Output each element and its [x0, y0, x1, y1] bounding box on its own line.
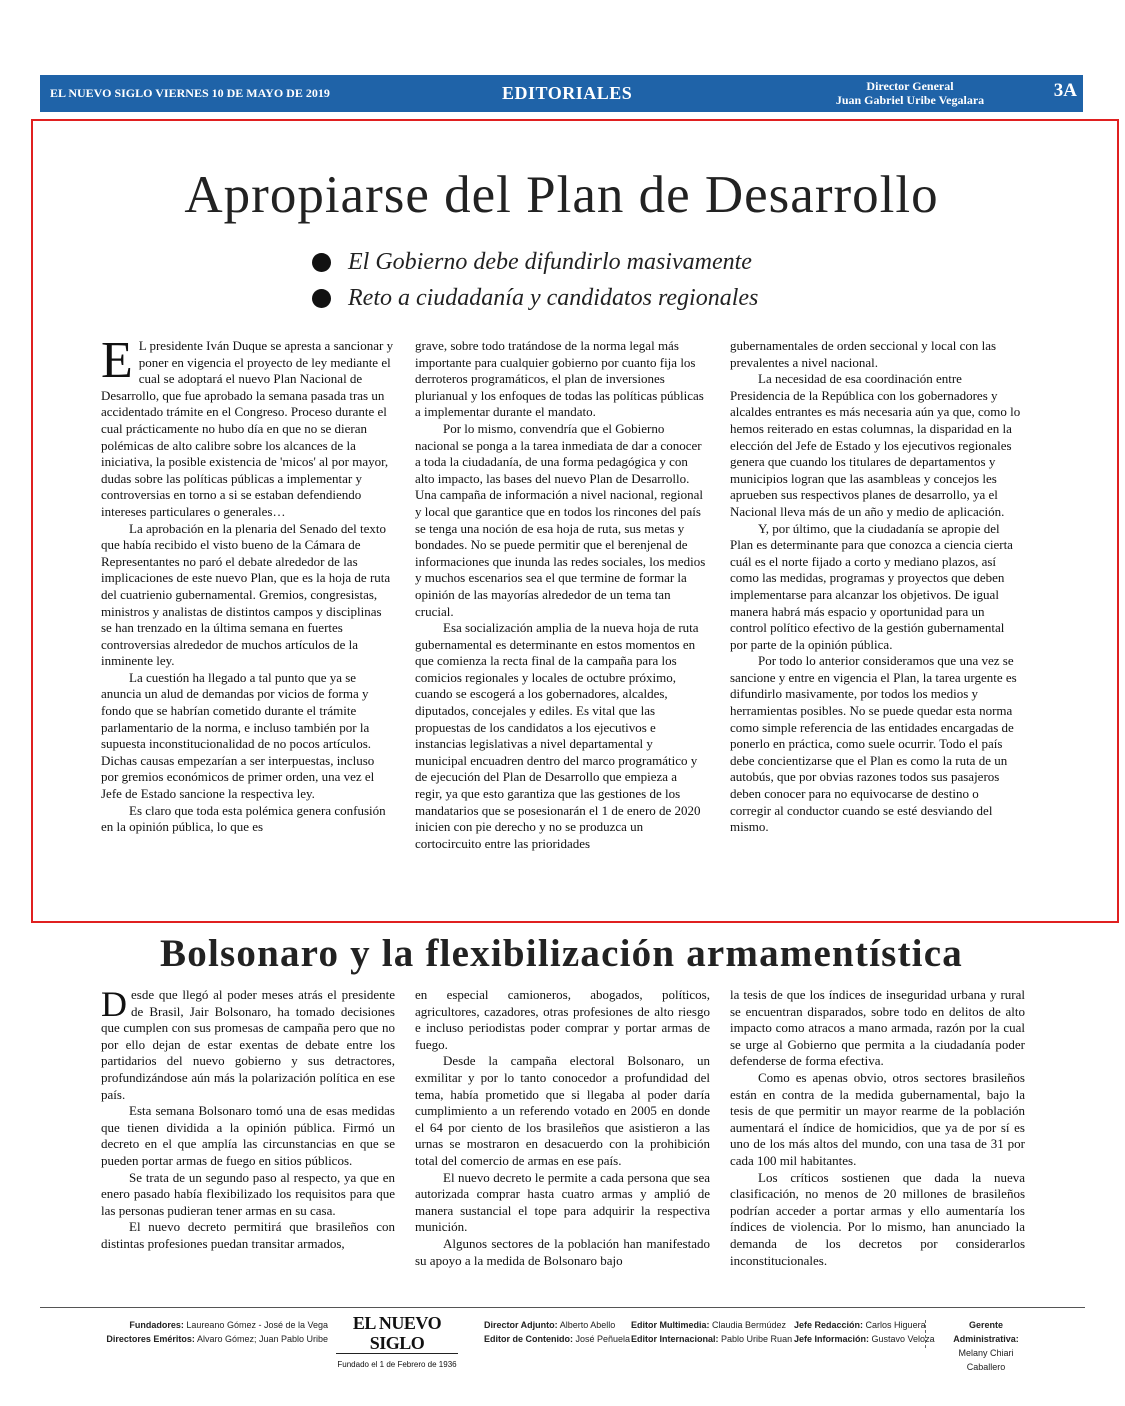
paragraph: La aprobación en la plenaria del Senado del texto que había recibido el visto bueno de la Cámara de Representantes no paró el debate alrededor de las implicaciones de este nuevo Plan, que es la hoja de ruta del cuatrienio gubernamental. Gremios, congresistas, ministros y analistas de distintos campos y disciplinas se han trenzado en la última semana en fuertes controversias alrededor de muchos artículos de la inminente ley.	[101, 520, 391, 669]
paragraph: La necesidad de esa coordinación entre Presidencia de la República con los gobernadores y alcaldes entrantes es más necesaria aún ya que, como lo hemos reiterado en estas columnas, la disparidad en la elección del Jefe de Estado y los ejecutivos regionales genera que cuando los titulares de departamentos y municipios logran que las asambleas y concejos les aprueben sus respectivos planes de desarrollo, ya el Nacional lleva más de un año y medio de aplicación.	[730, 371, 1021, 519]
gerente-label: Gerente Administrativa:	[953, 1320, 1019, 1344]
footer-founders	[92, 1318, 328, 1346]
editorial-2-column-3	[730, 987, 1025, 1269]
paragraph: Y, por último, que la ciudadanía se apropie del Plan es determinante para que conozca a ciencia cierta cuál es el norte fijado a corto y mediano plazos, así como las medidas, programas y proyectos que deben implementarse para alcanzar los objetivos. De igual manera habrá más espacio y oportunidad para un control político efectivo de la gestión gubernamental por parte de la opinión pública.	[730, 520, 1013, 652]
header-date	[50, 86, 330, 101]
paragraph: El nuevo decreto le permite a cada persona que sea autorizada comprar hasta cuatro armas y amplió de manera sustancial el tope para adquirir la respectiva munición.	[415, 1169, 710, 1235]
emeritus-value: Alvaro Gómez; Juan Pablo Uribe	[196, 1334, 328, 1344]
paragraph: Como es apenas obvio, otros sectores brasileños están en contra de la medida gubernamental, bajo la tesis de que permitir un mayor rearme de la población aumentará el índice de homicidios, que ya de por sí es uno de los más altos del mundo, con una tasa de 31 por cada 100 mil habitantes.	[730, 1069, 1025, 1168]
founders-value: Laureano Gómez - José de la Vega	[186, 1320, 328, 1330]
redaccion-value: Carlos Higuera	[865, 1320, 926, 1330]
editorial-2-title: Bolsonaro y la flexibilización armamentística	[160, 932, 963, 975]
contenido-value: José Peñuela	[575, 1334, 631, 1344]
multimedia-label: Editor Multimedia:	[631, 1320, 710, 1330]
bullet-icon	[312, 253, 331, 272]
subtitle-text: Reto a ciudadanía y candidatos regionales	[348, 284, 759, 311]
bullet-icon	[312, 289, 331, 308]
masthead-logo: EL NUEVO SIGLO	[336, 1313, 458, 1354]
paragraph: El nuevo decreto permitirá que brasileños con distintas profesiones puedan transitar armados,	[101, 1219, 395, 1251]
footer-editors-1	[484, 1318, 630, 1346]
paragraph: E L presidente Iván Duque se apresta a sancionar y poner en vigencia el proyecto de ley mediante el cual se adoptará el nuevo Plan Nacional de Desarrollo, que fue aprobado la semana pasada tras un accidentado trámite en el Congreso. Proceso durante el cual prácticamente no hubo día en que no se dieran polémicas de alto calibre sobre los alcances de la iniciativa, la posible existencia de 'micos' al por mayor, dudas sobre las políticas públicas a implementar y controversias en torno a si se estaban defendiendo intereses particulares o generales…	[101, 332, 394, 519]
editorial-1-title: Apropiarse del Plan de Desarrollo	[184, 166, 939, 224]
paragraph: Por todo lo anterior consideramos que una vez se sancione y entre en vigencia el Plan, la tarea urgente es difundirlo masivamente, por todos los medios y herramientas posibles. No se puede quedar esta norma como simple referencia de las entidades encargadas de ponerlo en práctica, como suele ocurrir. Todo el país debe concientizarse que el Plan es como la ruta de un autobús, que por obvias razones todos sus pasajeros deben conocer para no equivocarse de destino o corregir al conductor cuando se esté desviando del mismo.	[730, 653, 1017, 835]
paragraph: Desde la campaña electoral Bolsonaro, un exmilitar y por lo tanto conocedor a profundidad del tema, había prometido que si llegaba al poder daría cumplimiento a un referendo votado en 2005 en donde el 64 por ciento de los brasileños que asistieron a las urnas se mostraron en desacuerdo con la prohibición total del comercio de armas en ese país.	[415, 1053, 710, 1168]
drop-cap: D	[101, 984, 127, 1024]
paragraph: Esta semana Bolsonaro tomó una de esas medidas que tienen dividida a la opinión pública. Firmó un decreto en el que amplía las circunstancias en que se pueden portar armas de fuego en sitios públicos.	[101, 1103, 395, 1168]
drop-cap: E	[101, 332, 133, 389]
emeritus-label: Directores Eméritos:	[106, 1334, 195, 1344]
footer-chiefs	[794, 1318, 935, 1346]
footer-divider	[40, 1307, 1085, 1308]
footer-editors-2	[631, 1318, 792, 1346]
contenido-label: Editor de Contenido:	[484, 1334, 573, 1344]
masthead-founded: Fundado el 1 de Febrero de 1936	[337, 1360, 457, 1369]
redaccion-label: Jefe Redacción:	[794, 1320, 864, 1330]
paragraph: Algunos sectores de la población han manifestado su apoyo a la medida de Bolsonaro bajo	[415, 1235, 710, 1268]
founders-label: Fundadores:	[129, 1320, 184, 1330]
page-number: 3A	[1053, 80, 1077, 101]
paragraph: Por lo mismo, convendría que el Gobierno nacional se ponga a la tarea inmediata de dar a conocer a toda la ciudadanía, de una forma pedagógica y con alto impacto, las bases del nuevo Plan de Desarrollo. Una campaña de información a nivel nacional, regional y local que garantice que en todos los rincones del país se tenga una noción de esa hoja de ruta, sus metas y bondades. No se puede permitir que el berenjenal de informaciones que inunda las redes sociales, los medios y muchos escenarios sea el que termine de formar la opinión de las mayorías alrededor de un tema tan crucial.	[415, 420, 706, 619]
footer-masthead	[336, 1313, 458, 1372]
paragraph: Es claro que toda esta polémica genera confusión en la opinión pública, lo que es	[101, 802, 386, 835]
director-block	[780, 79, 1040, 107]
paragraph: gubernamentales de orden seccional y local con las prevalentes a nivel nacional.	[730, 338, 997, 370]
paragraph: Esa socialización amplia de la nueva hoja de ruta gubernamental es determinante en estos momentos en que comienza la recta final de la campaña para los comicios regionales y locales de octubre próximo, cuando se escogerá a los gobernadores, alcaldes, diputados, concejales y ediles. Es vital que las propuestas de los candidatos a los ejecutivos e instancias legislativas a nivel departamental y municipal encuadren dentro del marco programático y de ejecución del Plan de Desarrollo que empieza a regir, ya que esto garantiza que las gestiones de los mandatarios que se posesionarán el 1 de enero de 2020 inicien con pie derecho y no se produzca un cortocircuito entre las prioridades	[415, 620, 701, 851]
header-paper-name: EL NUEVO SIGLO	[50, 86, 153, 100]
informacion-value: Gustavo Veloza	[871, 1334, 935, 1344]
editorial-1-column-3	[730, 338, 1023, 836]
multimedia-value: Claudia Bermúdez	[712, 1320, 787, 1330]
footer-separator	[925, 1320, 926, 1348]
paragraph: en especial camioneros, abogados, políticos, agricultores, cazadores, otras profesiones de alto riesgo e incluso periodistas poder comprar y portar armas de fuego.	[415, 987, 710, 1052]
editorial-1-column-1	[101, 332, 394, 836]
adjunto-value: Alberto Abello	[559, 1320, 616, 1330]
section-header-bar	[40, 75, 1083, 112]
paragraph: grave, sobre todo tratándose de la norma legal más importante para cualquier gobierno por cuanto fija los derroteros programáticos, el plan de inversiones plurianual y los enfoques de todas las políticas públicas a implementar durante el mandato.	[415, 338, 704, 420]
editorial-2-column-2	[415, 987, 710, 1269]
director-name: Juan Gabriel Uribe Vegalara	[835, 93, 985, 107]
director-title: Director General	[866, 79, 954, 93]
subtitle-line	[312, 244, 758, 280]
editorial-2-column-1	[101, 984, 395, 1253]
subtitle-line	[312, 280, 758, 316]
footer-manager	[938, 1318, 1034, 1374]
subtitle-text: El Gobierno debe difundirlo masivamente	[348, 248, 752, 275]
section-title: EDITORIALES	[502, 83, 633, 103]
editorial-1-column-2	[415, 338, 707, 852]
internacional-label: Editor Internacional:	[631, 1334, 719, 1344]
adjunto-label: Director Adjunto:	[484, 1320, 558, 1330]
paragraph: Los críticos sostienen que dada la nueva clasificación, no menos de 20 millones de brasileños podrían acceder a portar armas y ello aumentaría los índices de violencia. Por lo mismo, han anunciado la demanda de los decretos por considerarlos inconstitucionales.	[730, 1169, 1025, 1268]
internacional-value: Pablo Uribe Ruan	[721, 1334, 793, 1344]
paragraph: Desde que llegó al poder meses atrás el presidente de Brasil, Jair Bolsonaro, ha tomado decisiones que cumplen con sus promesas de campaña pero que no por ello dejan de estar exentas de debate entre los partidarios del nuevo gobierno y sus detractores, profundizándose aún más la polarización política en ese país.	[101, 984, 395, 1102]
paragraph: Se trata de un segundo paso al respecto, ya que en enero pasado había flexibilizado los requisitos para que las personas pudieran tener armas en su casa.	[101, 1169, 395, 1218]
gerente-value: Melany Chiari Caballero	[958, 1348, 1014, 1372]
paragraph: la tesis de que los índices de inseguridad urbana y rural se encuentran disparados, sobre todo en delitos de alto impacto como atracos a mano armada, razón por la cual se urge al Gobierno que permita a la ciudadanía poder defenderse de forma efectiva.	[730, 987, 1025, 1069]
header-date-text: VIERNES 10 DE MAYO DE 2019	[155, 86, 330, 100]
paragraph: La cuestión ha llegado a tal punto que ya se anuncia un alud de demandas por vicios de forma y fondo que se habrían cometido durante el trámite parlamentario de la norma, e incluso también por la supuesta inconstitucionalidad de no pocos artículos. Dichas causas empezarían a ser interpuestas, incluso por gremios económicos de primer orden, una vez el Jefe de Estado sancione la respectiva ley.	[101, 669, 375, 802]
editorial-1-subtitles	[312, 244, 758, 316]
informacion-label: Jefe Información:	[794, 1334, 870, 1344]
